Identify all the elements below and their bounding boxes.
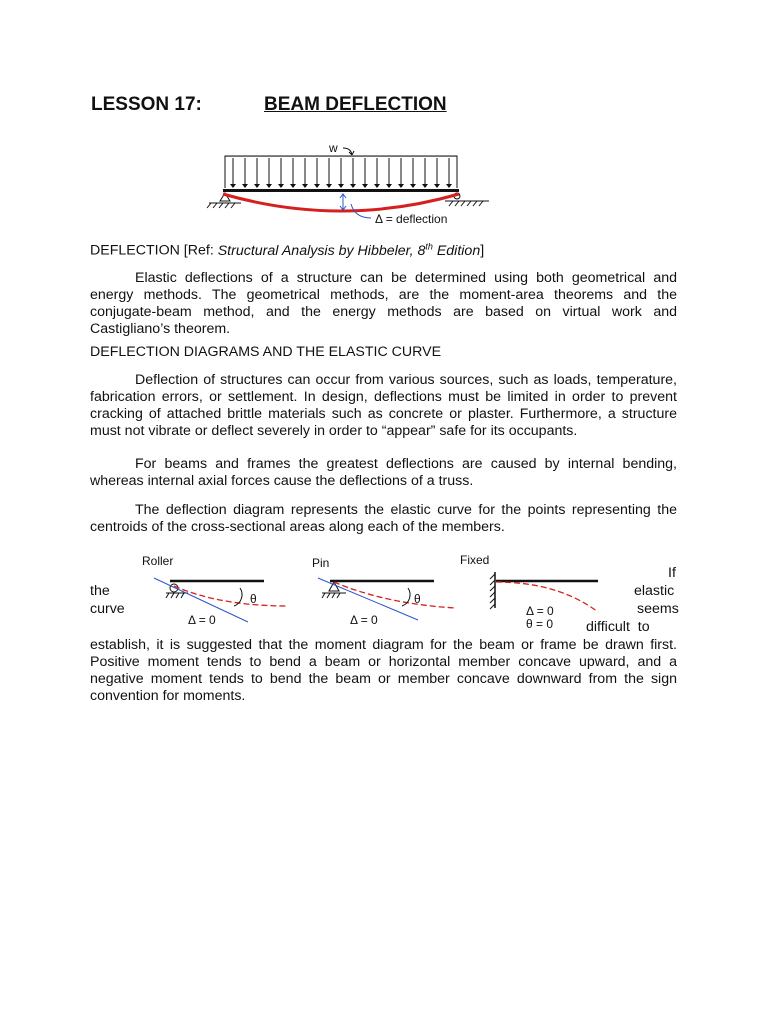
flow-word-seems: seems xyxy=(637,601,679,617)
distributed-load-arrows xyxy=(233,158,449,187)
paragraph-deflection-diagram: The deflection diagram represents the elastic curve for the points representing the centroids of the cross-sectional areas along each of the members. xyxy=(90,502,677,535)
beam-deflection-figure xyxy=(205,138,495,230)
roller-label: Roller xyxy=(142,554,174,568)
flow-word-if: If xyxy=(668,565,676,581)
flow-word-elastic: elastic xyxy=(634,583,675,599)
fixed-label: Fixed xyxy=(460,553,490,567)
pin-label: Pin xyxy=(312,556,330,570)
roller-theta: θ xyxy=(250,592,257,606)
flow-word-curve: curve xyxy=(90,601,125,617)
lesson-number: LESSON 17: xyxy=(91,94,202,115)
roller-delta: Δ = 0 xyxy=(188,613,216,627)
page-title: BEAM DEFLECTION xyxy=(264,94,447,115)
paragraph-moment-diagram: establish, it is suggested that the moment diagram for the beam or frame be drawn first. Positive moment tends to bend a beam or horizontal member concave upward, and a negative moment tends to bend the beam or member concave downward from the sign convention for moments. xyxy=(90,637,677,704)
deflection-label: Δ = deflection xyxy=(375,212,448,226)
paragraph-deflection-sources: Deflection of structures can occur from various sources, such as loads, temperature, fabrication errors, or settlement. In design, deflections must be limited in order to prevent cracking of attached brittle materials such as concrete or plaster. Furthermore, a structure must not vibrate or deflect severely in order to “appear” safe for its occupants. xyxy=(90,372,677,439)
fixed-theta: θ = 0 xyxy=(526,617,554,631)
pin-delta: Δ = 0 xyxy=(350,613,378,627)
paragraph-elastic-deflections: Elastic deflections of a structure can be determined using both geometrical and energy methods. The geometrical methods, are the moment-area theorems and the conjugate-beam method, and the energy methods are based on virtual work and Castigliano’s theorem. xyxy=(90,270,677,337)
flow-word-the: the xyxy=(90,583,110,599)
pin-theta: θ xyxy=(414,592,421,606)
fixed-delta: Δ = 0 xyxy=(526,604,554,618)
section-deflection-heading: DEFLECTION [Ref: Structural Analysis by Hibbeler, 8th Edition] xyxy=(90,241,485,259)
pin-support-figure xyxy=(310,550,460,630)
load-label: w xyxy=(329,141,338,155)
roller-support-figure xyxy=(140,550,290,630)
paragraph-greatest-deflections: For beams and frames the greatest deflections are caused by internal bending, whereas internal axial forces cause the deflections of a truss. xyxy=(90,456,677,489)
section-diagrams-heading: DEFLECTION DIAGRAMS AND THE ELASTIC CURVE xyxy=(90,344,442,360)
beam xyxy=(223,189,459,192)
flow-word-difficult: difficult to xyxy=(586,619,650,635)
